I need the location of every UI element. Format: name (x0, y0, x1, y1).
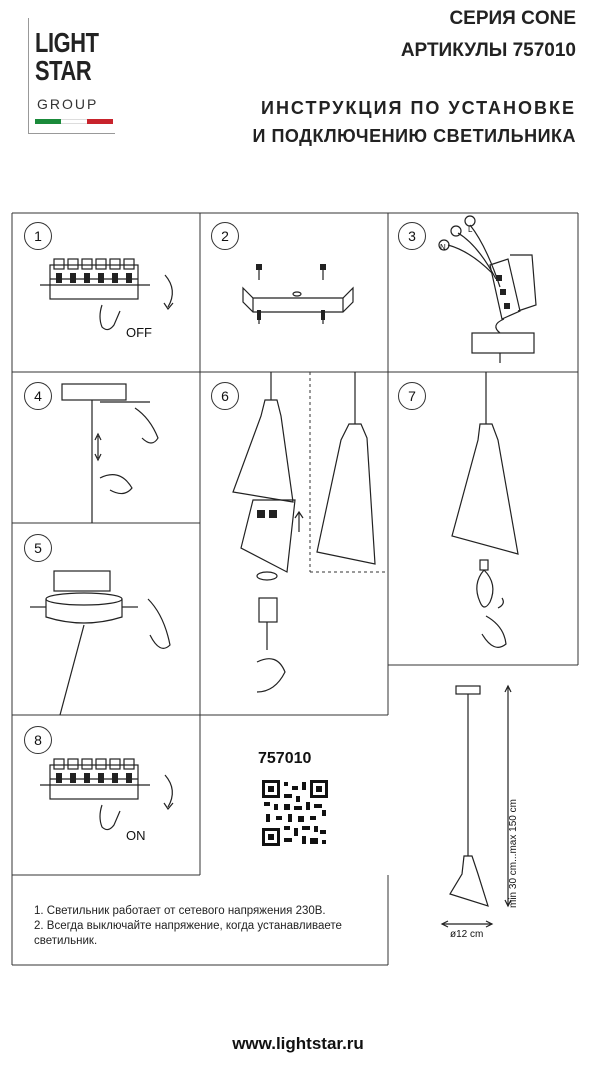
series-title: СЕРИЯ CONE (449, 8, 576, 29)
note-1: 1. Светильник работает от сетевого напряжения 230В. (34, 905, 326, 917)
canopy-cover-illustration (30, 565, 195, 715)
neutral-label: N (440, 243, 446, 252)
off-label: OFF (126, 325, 152, 340)
mounting-bracket-illustration (225, 258, 375, 328)
step-number-3: 3 (398, 222, 426, 250)
instruction-title-line1: ИНСТРУКЦИЯ ПО УСТАНОВКЕ (261, 98, 576, 118)
logo-line2: STAR (35, 55, 92, 86)
on-label: ON (126, 828, 146, 843)
step-number-2: 2 (211, 222, 239, 250)
breaker-on-illustration (40, 755, 190, 855)
step-number-5: 5 (24, 534, 52, 562)
logo-line3: GROUP (37, 96, 99, 112)
note-2: 2. Всегда выключайте напряжение, когда устанавливаете (34, 920, 342, 932)
length-dimension-label: min 30 cm...max 150 cm (508, 799, 519, 908)
article-title: АРТИКУЛЫ 757010 (400, 40, 576, 61)
step-number-8: 8 (24, 726, 52, 754)
shade-assembly-illustration (205, 372, 388, 712)
logo-line1: LIGHT (35, 27, 99, 58)
bulb-install-illustration (420, 372, 570, 662)
step-number-7: 7 (398, 382, 426, 410)
qr-code-icon (262, 780, 328, 846)
live-label: L (468, 225, 473, 234)
wiring-illustration (430, 215, 578, 365)
note-2-continued: светильник. (34, 935, 98, 947)
diameter-label: ø12 cm (450, 929, 484, 940)
breaker-off-illustration (40, 255, 190, 355)
dimension-drawing (430, 680, 570, 950)
instruction-title-line2: И ПОДКЛЮЧЕНИЮ СВЕТИЛЬНИКА (252, 126, 576, 146)
website-link[interactable]: www.lightstar.ru (232, 1034, 364, 1053)
step-number-1: 1 (24, 222, 52, 250)
notes (34, 904, 342, 949)
step-number-4: 4 (24, 382, 52, 410)
product-code: 757010 (258, 750, 312, 767)
step-number-6: 6 (211, 382, 239, 410)
canopy-install-illustration (40, 378, 190, 523)
